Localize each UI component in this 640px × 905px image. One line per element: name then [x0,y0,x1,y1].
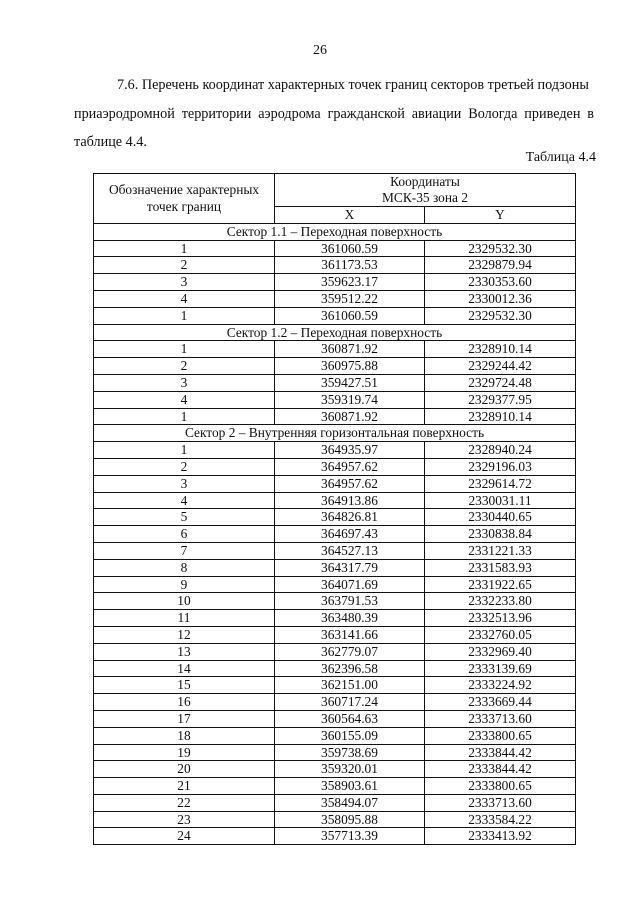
point-cell: 4 [94,492,275,509]
y-cell: 2333669.44 [425,694,576,711]
table-row [94,677,576,694]
y-cell: 2329532.30 [425,240,576,257]
point-cell: 2 [94,458,275,475]
y-cell: 2333800.65 [425,778,576,795]
x-cell: 359512.22 [275,290,425,307]
x-cell: 357713.39 [275,828,425,845]
y-cell: 2329879.94 [425,257,576,274]
point-cell: 11 [94,610,275,627]
point-cell: 2 [94,358,275,375]
y-cell: 2333713.60 [425,710,576,727]
point-cell: 16 [94,694,275,711]
section-title: Сектор 2 – Внутренняя горизонтальная поверхность [94,425,576,442]
x-cell: 360871.92 [275,341,425,358]
header-point: Обозначение характерных точек границ [94,174,275,224]
x-cell: 363791.53 [275,593,425,610]
table-row [94,828,576,845]
header-x: X [275,207,425,224]
intro-line-rest: приаэродромной территории аэродрома гражданской авиации Вологда приведен в таблице 4.4. [74,105,594,150]
table-row [94,694,576,711]
section-title: Сектор 1.1 – Переходная поверхность [94,223,576,240]
x-cell: 363480.39 [275,610,425,627]
x-cell: 362779.07 [275,643,425,660]
y-cell: 2330440.65 [425,509,576,526]
point-cell: 17 [94,710,275,727]
point-cell: 18 [94,727,275,744]
intro-line-1: 7.6. Перечень координат характерных точек границ секторов третьей подзоны [117,77,589,93]
y-cell: 2330031.11 [425,492,576,509]
table-row [94,492,576,509]
table-row [94,744,576,761]
x-cell: 364957.62 [275,458,425,475]
table-row [94,761,576,778]
y-cell: 2333224.92 [425,677,576,694]
table-caption: Таблица 4.4 [525,150,596,165]
point-cell: 7 [94,542,275,559]
point-cell: 3 [94,274,275,291]
point-cell: 3 [94,475,275,492]
section-header-row [94,324,576,341]
table-row [94,391,576,408]
table-row [94,509,576,526]
x-cell: 358494.07 [275,794,425,811]
y-cell: 2329377.95 [425,391,576,408]
table-row [94,710,576,727]
y-cell: 2328940.24 [425,442,576,459]
x-cell: 364957.62 [275,475,425,492]
x-cell: 364913.86 [275,492,425,509]
y-cell: 2328910.14 [425,408,576,425]
table-row [94,610,576,627]
y-cell: 2328910.14 [425,341,576,358]
x-cell: 361060.59 [275,240,425,257]
table-row [94,526,576,543]
table-header [94,174,576,224]
point-cell: 9 [94,576,275,593]
y-cell: 2332233.80 [425,593,576,610]
y-cell: 2333139.69 [425,660,576,677]
table-row [94,290,576,307]
section-header-row [94,223,576,240]
x-cell: 359320.01 [275,761,425,778]
y-cell: 2332760.05 [425,626,576,643]
x-cell: 361173.53 [275,257,425,274]
page-number: 26 [313,43,327,58]
point-cell: 1 [94,442,275,459]
table-row [94,660,576,677]
table-row [94,408,576,425]
y-cell: 2329244.42 [425,358,576,375]
table-row [94,307,576,324]
x-cell: 362151.00 [275,677,425,694]
header-coordinates-line2: МСК-35 зона 2 [381,190,469,205]
y-cell: 2329532.30 [425,307,576,324]
table-row [94,341,576,358]
point-cell: 3 [94,374,275,391]
intro-paragraph [74,71,594,157]
x-cell: 360564.63 [275,710,425,727]
point-cell: 1 [94,307,275,324]
y-cell: 2332969.40 [425,643,576,660]
y-cell: 2331221.33 [425,542,576,559]
point-cell: 14 [94,660,275,677]
y-cell: 2333413.92 [425,828,576,845]
header-y: Y [425,207,576,224]
table-row [94,727,576,744]
x-cell: 360717.24 [275,694,425,711]
x-cell: 364317.79 [275,559,425,576]
point-cell: 4 [94,391,275,408]
table-row [94,542,576,559]
point-cell: 8 [94,559,275,576]
x-cell: 359738.69 [275,744,425,761]
table-row [94,358,576,375]
y-cell: 2333713.60 [425,794,576,811]
x-cell: 358095.88 [275,811,425,828]
x-cell: 364935.97 [275,442,425,459]
table-row [94,374,576,391]
table-row [94,274,576,291]
table-row [94,257,576,274]
x-cell: 360155.09 [275,727,425,744]
x-cell: 359319.74 [275,391,425,408]
y-cell: 2333800.65 [425,727,576,744]
table-row [94,626,576,643]
point-cell: 22 [94,794,275,811]
table-row [94,458,576,475]
point-cell: 1 [94,341,275,358]
point-cell: 15 [94,677,275,694]
point-cell: 12 [94,626,275,643]
y-cell: 2329196.03 [425,458,576,475]
x-cell: 360975.88 [275,358,425,375]
x-cell: 362396.58 [275,660,425,677]
x-cell: 364826.81 [275,509,425,526]
table-row [94,559,576,576]
y-cell: 2333844.42 [425,761,576,778]
y-cell: 2331922.65 [425,576,576,593]
point-cell: 23 [94,811,275,828]
y-cell: 2330012.36 [425,290,576,307]
point-cell: 19 [94,744,275,761]
y-cell: 2330353.60 [425,274,576,291]
point-cell: 21 [94,778,275,795]
point-cell: 1 [94,240,275,257]
point-cell: 10 [94,593,275,610]
x-cell: 359427.51 [275,374,425,391]
y-cell: 2330838.84 [425,526,576,543]
x-cell: 364697.43 [275,526,425,543]
table-row [94,794,576,811]
point-cell: 6 [94,526,275,543]
table-row [94,643,576,660]
y-cell: 2329614.72 [425,475,576,492]
point-cell: 2 [94,257,275,274]
point-cell: 20 [94,761,275,778]
point-cell: 4 [94,290,275,307]
x-cell: 359623.17 [275,274,425,291]
table-row [94,240,576,257]
table-row [94,593,576,610]
y-cell: 2332513.96 [425,610,576,627]
point-cell: 1 [94,408,275,425]
table-row [94,811,576,828]
table-row [94,475,576,492]
table-row [94,778,576,795]
section-header-row [94,425,576,442]
header-coordinates [275,174,576,207]
point-cell: 5 [94,509,275,526]
x-cell: 361060.59 [275,307,425,324]
point-cell: 13 [94,643,275,660]
x-cell: 360871.92 [275,408,425,425]
x-cell: 364527.13 [275,542,425,559]
section-title: Сектор 1.2 – Переходная поверхность [94,324,576,341]
point-cell: 24 [94,828,275,845]
y-cell: 2331583.93 [425,559,576,576]
table-row [94,442,576,459]
table-body [94,223,576,844]
x-cell: 358903.61 [275,778,425,795]
y-cell: 2329724.48 [425,374,576,391]
header-coordinates-line1: Координаты [390,174,460,189]
y-cell: 2333844.42 [425,744,576,761]
x-cell: 364071.69 [275,576,425,593]
x-cell: 363141.66 [275,626,425,643]
coordinates-table [93,173,576,845]
table-row [94,576,576,593]
y-cell: 2333584.22 [425,811,576,828]
